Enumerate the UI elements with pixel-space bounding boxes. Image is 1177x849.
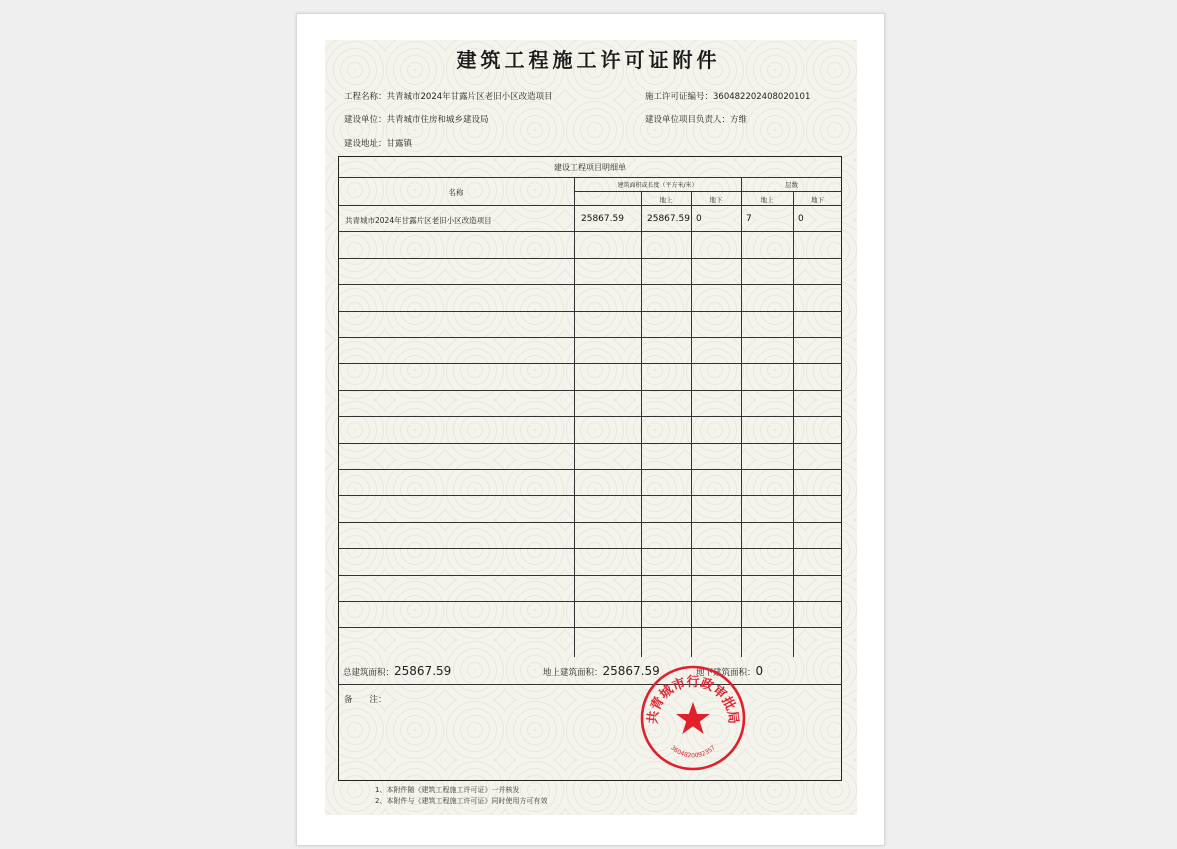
grid-line-row [338, 548, 842, 549]
permit-number-label: 施工许可证编号： [645, 92, 714, 102]
official-seal-stamp [639, 664, 747, 772]
below-ground-area-label: 地下建筑面积： [696, 668, 756, 678]
grid-col-name [574, 177, 575, 657]
grid-line-row [338, 443, 842, 444]
above-ground-area-value: 25867.59 [602, 664, 660, 678]
subheader-floors-below: 地下 [811, 196, 824, 204]
grid-line-row [338, 258, 842, 259]
grid-line-totals-bottom [338, 684, 842, 685]
row-1-floors-below: 0 [798, 214, 804, 224]
project-name-label: 工程名称： [344, 92, 387, 102]
footnote-1: 1、本附件随《建筑工程施工许可证》一并核发 [375, 786, 520, 794]
total-area-value: 25867.59 [394, 664, 452, 678]
grid-line-row [338, 575, 842, 576]
address-row [344, 137, 412, 149]
table-caption: 建设工程项目明细单 [554, 163, 626, 172]
address-label: 建设地址： [344, 139, 387, 149]
permit-number-row [645, 90, 810, 102]
seal-number: 3604820092357 [669, 744, 717, 760]
grid-line-row [338, 311, 842, 312]
responsible-label: 建设单位项目负责人： [645, 115, 731, 125]
row-1-name: 共青城市2024年甘露片区老旧小区改造项目 [345, 216, 492, 225]
grid-line-row [338, 337, 842, 338]
permit-number-value: 360482202408020101 [713, 92, 811, 102]
grid-col-floors [741, 177, 742, 657]
row-1-area: 25867.59 [581, 214, 624, 224]
grid-line-row [338, 522, 842, 523]
grid-line-row [338, 416, 842, 417]
row-1-floors-above: 7 [746, 214, 752, 224]
grid-line-row [338, 601, 842, 602]
address-value: 甘露镇 [386, 139, 413, 149]
grid-line-row [338, 469, 842, 470]
column-header-area: 建筑面积或长度（平方米/米） [617, 182, 698, 189]
seal-star-icon [676, 702, 710, 734]
responsible-row [645, 113, 747, 125]
grid-col-floors-below [793, 191, 794, 657]
below-ground-area-value: 0 [755, 664, 764, 678]
row-1-area-above: 25867.59 [647, 214, 690, 224]
grid-line-row [338, 390, 842, 391]
grid-line-row [338, 495, 842, 496]
grid-line-row [338, 284, 842, 285]
above-ground-area-label: 地上建筑面积： [543, 668, 603, 678]
column-header-floors: 层数 [785, 181, 798, 189]
grid-line-header-split [574, 191, 842, 192]
total-area-label: 总建筑面积： [343, 668, 395, 678]
subheader-area-below: 地下 [709, 196, 723, 204]
subheader-floors-above: 地上 [760, 196, 774, 204]
project-name-row [344, 90, 553, 102]
builder-row [344, 113, 489, 125]
document-title: 建筑工程施工许可证附件 [456, 48, 721, 72]
grid-line-row [338, 363, 842, 364]
subheader-area-above: 地上 [659, 196, 673, 204]
grid-line-row [338, 627, 842, 628]
footnote-2: 2、本附件与《建筑工程施工许可证》同时使用方可有效 [375, 797, 548, 805]
grid-line-row [338, 231, 842, 232]
grid-col-area-above [641, 191, 642, 657]
grid-line-caption [338, 177, 842, 178]
column-header-name: 名称 [448, 188, 464, 197]
row-1-area-below: 0 [696, 214, 702, 224]
builder-label: 建设单位： [344, 115, 387, 125]
seal-agency-name: 共青城市行政审批局 [645, 675, 741, 725]
total-area-row [343, 664, 451, 678]
project-name-value: 共青城市2024年甘露片区老旧小区改造项目 [386, 92, 553, 102]
grid-col-area-below [691, 191, 692, 657]
remarks-label: 备 注： [344, 695, 387, 705]
builder-value: 共青城市住房和城乡建设局 [386, 115, 489, 125]
grid-line-header-bottom [338, 205, 842, 206]
responsible-value: 方维 [730, 115, 748, 125]
